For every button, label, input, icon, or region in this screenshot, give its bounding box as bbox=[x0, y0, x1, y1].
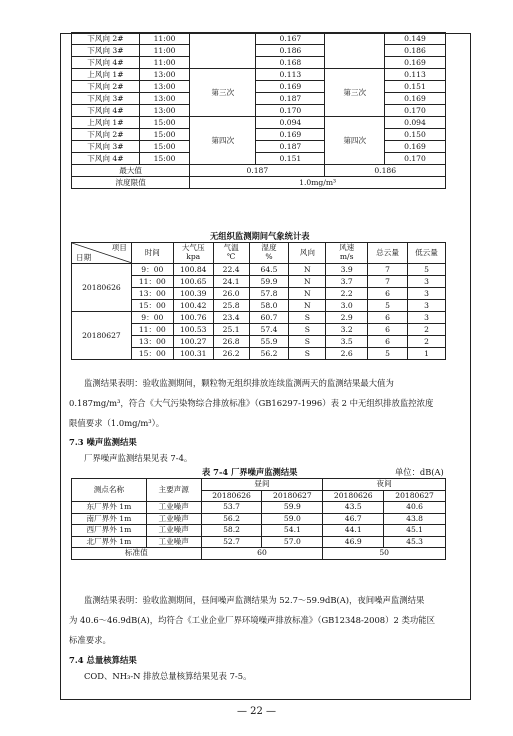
cell-point: 下风向 3# bbox=[72, 93, 140, 105]
cell-point: 下风向 3# bbox=[72, 45, 140, 57]
limit-label: 浓度限值 bbox=[72, 177, 190, 189]
cell-time: 11:00 bbox=[139, 57, 189, 69]
table-row bbox=[72, 264, 446, 276]
max-row bbox=[72, 165, 446, 177]
cell-s: 2.2 bbox=[326, 288, 368, 300]
cell-p: 100.76 bbox=[173, 312, 213, 324]
cell-s: 3.9 bbox=[326, 264, 368, 276]
table-row bbox=[72, 69, 446, 81]
cell-a: 52.7 bbox=[201, 536, 262, 548]
cell-time: 9：00 bbox=[131, 264, 173, 276]
cell-d: S bbox=[289, 312, 326, 324]
cell-value: 0.187 bbox=[256, 141, 325, 153]
cell-time: 13:00 bbox=[139, 81, 189, 93]
cell-p: 100.42 bbox=[173, 300, 213, 312]
cell-value: 0.151 bbox=[256, 153, 325, 165]
cell-h: 57.8 bbox=[249, 288, 289, 300]
cell-d: 43.8 bbox=[384, 513, 446, 525]
cell-t: 22.4 bbox=[213, 264, 249, 276]
table-row bbox=[72, 93, 446, 105]
standard-label: 标准值 bbox=[72, 548, 202, 560]
cell-round: 第三次 bbox=[325, 69, 385, 117]
cell-h: 55.9 bbox=[249, 336, 289, 348]
cell-t: 23.4 bbox=[213, 312, 249, 324]
cell-value: 0.094 bbox=[384, 117, 445, 129]
cell-p: 100.27 bbox=[173, 336, 213, 348]
cell-source: 工业噪声 bbox=[146, 513, 201, 525]
cell-s: 2.9 bbox=[326, 312, 368, 324]
paragraph-noise-result: 监测结果表明：验收监测期间，昼间噪声监测结果为 52.7～59.9dB(A)，夜间噪声监测结果 为 40.6～46.9dB(A)，均符合《工业企业厂界环境噪声排放标准》（GB12348-2008）2 类功能区 标准要求。 bbox=[69, 595, 435, 645]
cell-b: 59.9 bbox=[262, 502, 323, 514]
cell-round: 第四次 bbox=[325, 117, 385, 165]
header-night-date2: 20180627 bbox=[384, 490, 446, 502]
header-total-cloud: 总云量 bbox=[368, 243, 408, 264]
cell-d: 45.1 bbox=[384, 525, 446, 537]
cell-value: 0.167 bbox=[256, 33, 325, 45]
section-7-4-text: COD、NH₃-N 排放总量核算结果见表 7-5。 bbox=[84, 671, 252, 681]
cell-value: 0.094 bbox=[256, 117, 325, 129]
table-row bbox=[72, 45, 446, 57]
cell-source: 工业噪声 bbox=[146, 502, 201, 514]
cell-t: 26.8 bbox=[213, 336, 249, 348]
table-caption-noise: 表 7-4 厂界噪声监测结果 bbox=[202, 467, 298, 477]
cell-d: S bbox=[289, 336, 326, 348]
cell-h: 59.9 bbox=[249, 276, 289, 288]
cell-value: 0.113 bbox=[384, 69, 445, 81]
cell-value: 0.186 bbox=[384, 45, 445, 57]
cell-b: 57.0 bbox=[262, 536, 323, 548]
cell-c: 43.5 bbox=[323, 502, 384, 514]
cell-c: 46.7 bbox=[323, 513, 384, 525]
cell-time: 13：00 bbox=[131, 288, 173, 300]
cell-date: 20180626 bbox=[72, 264, 132, 312]
cell-t: 26.2 bbox=[213, 348, 249, 360]
weather-table bbox=[71, 242, 446, 360]
cell-value: 0.169 bbox=[384, 141, 445, 153]
cell-lc: 2 bbox=[407, 324, 445, 336]
cell-value: 0.149 bbox=[384, 33, 445, 45]
cell-value: 0.113 bbox=[256, 69, 325, 81]
cell-point: 下风向 4# bbox=[72, 153, 140, 165]
table-row bbox=[72, 129, 446, 141]
cell-time: 13：00 bbox=[131, 336, 173, 348]
header-source: 主要声源 bbox=[146, 479, 201, 502]
page-number: — 22 — bbox=[236, 706, 277, 717]
cell-value: 0.187 bbox=[256, 93, 325, 105]
cell-blank bbox=[190, 33, 256, 69]
cell-d: N bbox=[289, 300, 326, 312]
cell-p: 100.84 bbox=[173, 264, 213, 276]
standard-night: 50 bbox=[323, 548, 446, 560]
cell-t: 25.1 bbox=[213, 324, 249, 336]
header-temp: 气温 ℃ bbox=[213, 243, 249, 264]
limit-row bbox=[72, 177, 446, 189]
cell-lc: 3 bbox=[407, 288, 445, 300]
max-value-2: 0.186 bbox=[325, 165, 446, 177]
max-value-1: 0.187 bbox=[190, 165, 325, 177]
cell-a: 56.2 bbox=[201, 513, 262, 525]
cell-p: 100.53 bbox=[173, 324, 213, 336]
cell-source: 工业噪声 bbox=[146, 525, 201, 537]
table-row bbox=[72, 141, 446, 153]
cell-value: 0.169 bbox=[256, 129, 325, 141]
cell-value: 0.170 bbox=[256, 105, 325, 117]
cell-time: 15：00 bbox=[131, 300, 173, 312]
cell-point: 下风向 4# bbox=[72, 57, 140, 69]
table-row bbox=[72, 117, 446, 129]
table-row bbox=[72, 105, 446, 117]
cell-source: 工业噪声 bbox=[146, 536, 201, 548]
cell-s: 3.5 bbox=[326, 336, 368, 348]
table-row bbox=[72, 33, 446, 45]
cell-time: 11：00 bbox=[131, 276, 173, 288]
cell-point: 下风向 2# bbox=[72, 81, 140, 93]
cell-point: 西厂界外 1m bbox=[72, 525, 147, 537]
max-label: 最大值 bbox=[72, 165, 190, 177]
header-time: 时间 bbox=[131, 243, 173, 264]
cell-value: 0.169 bbox=[256, 81, 325, 93]
limit-value: 1.0mg/m³ bbox=[190, 177, 446, 189]
header-night-date1: 20180626 bbox=[323, 490, 384, 502]
cell-time: 15:00 bbox=[139, 129, 189, 141]
cell-tc: 5 bbox=[368, 300, 408, 312]
cell-tc: 6 bbox=[368, 312, 408, 324]
cell-s: 3.2 bbox=[326, 324, 368, 336]
cell-time: 13:00 bbox=[139, 69, 189, 81]
cell-lc: 2 bbox=[407, 336, 445, 348]
cell-value: 0.170 bbox=[384, 153, 445, 165]
cell-value: 0.169 bbox=[384, 93, 445, 105]
header-day: 昼间 bbox=[201, 479, 323, 491]
section-7-3-text: 厂界噪声监测结果见表 7-4。 bbox=[84, 453, 193, 463]
table-caption-weather: 无组织监测期间气象统计表 bbox=[210, 231, 310, 241]
cell-d: 40.6 bbox=[384, 502, 446, 514]
header-item: 项目 bbox=[111, 243, 127, 252]
cell-a: 53.7 bbox=[201, 502, 262, 514]
particulate-table bbox=[71, 32, 446, 189]
cell-d: 45.3 bbox=[384, 536, 446, 548]
header-day-date2: 20180627 bbox=[262, 490, 323, 502]
cell-a: 58.2 bbox=[201, 525, 262, 537]
header-date: 日期 bbox=[76, 253, 92, 263]
cell-h: 56.2 bbox=[249, 348, 289, 360]
cell-time: 11：00 bbox=[131, 324, 173, 336]
cell-value: 0.150 bbox=[384, 129, 445, 141]
cell-time: 9：00 bbox=[131, 312, 173, 324]
cell-p: 100.39 bbox=[173, 288, 213, 300]
cell-time: 15:00 bbox=[139, 117, 189, 129]
header-humidity: 湿度 % bbox=[249, 243, 289, 264]
header-pressure: 大气压 kpa bbox=[173, 243, 213, 264]
section-7-4-heading: 7.4 总量核算结果 bbox=[69, 655, 137, 665]
cell-t: 25.8 bbox=[213, 300, 249, 312]
cell-time: 15:00 bbox=[139, 141, 189, 153]
table-row bbox=[72, 81, 446, 93]
cell-c: 46.9 bbox=[323, 536, 384, 548]
cell-lc: 3 bbox=[407, 276, 445, 288]
cell-point: 上风向 1# bbox=[72, 117, 140, 129]
cell-point: 下风向 2# bbox=[72, 33, 140, 45]
cell-s: 2.6 bbox=[326, 348, 368, 360]
cell-h: 57.4 bbox=[249, 324, 289, 336]
cell-lc: 3 bbox=[407, 312, 445, 324]
cell-h: 64.5 bbox=[249, 264, 289, 276]
cell-d: S bbox=[289, 324, 326, 336]
cell-lc: 5 bbox=[407, 264, 445, 276]
cell-t: 26.0 bbox=[213, 288, 249, 300]
cell-tc: 6 bbox=[368, 288, 408, 300]
cell-lc: 1 bbox=[407, 348, 445, 360]
cell-h: 60.7 bbox=[249, 312, 289, 324]
cell-lc: 3 bbox=[407, 300, 445, 312]
table-row bbox=[72, 312, 446, 324]
table-row bbox=[72, 525, 446, 537]
header-low-cloud: 低云量 bbox=[407, 243, 445, 264]
cell-c: 44.1 bbox=[323, 525, 384, 537]
header-day-date1: 20180626 bbox=[201, 490, 262, 502]
table-row bbox=[72, 502, 446, 514]
header-point: 测点名称 bbox=[72, 479, 147, 502]
cell-point: 东厂界外 1m bbox=[72, 502, 147, 514]
cell-tc: 6 bbox=[368, 336, 408, 348]
standard-day: 60 bbox=[201, 548, 323, 560]
cell-date: 20180627 bbox=[72, 312, 132, 360]
header-diagonal-cell bbox=[72, 243, 132, 264]
header-wind-speed: 风速 m/s bbox=[326, 243, 368, 264]
cell-time: 11:00 bbox=[139, 45, 189, 57]
cell-value: 0.151 bbox=[384, 81, 445, 93]
cell-value: 0.170 bbox=[384, 105, 445, 117]
cell-point: 下风向 3# bbox=[72, 141, 140, 153]
cell-round: 第四次 bbox=[190, 117, 256, 165]
cell-b: 59.0 bbox=[262, 513, 323, 525]
cell-p: 100.65 bbox=[173, 276, 213, 288]
cell-point: 上风向 1# bbox=[72, 69, 140, 81]
cell-point: 下风向 4# bbox=[72, 105, 140, 117]
cell-value: 0.186 bbox=[256, 45, 325, 57]
cell-point: 北厂界外 1m bbox=[72, 536, 147, 548]
cell-blank bbox=[325, 33, 385, 69]
cell-value: 0.168 bbox=[256, 57, 325, 69]
cell-p: 100.31 bbox=[173, 348, 213, 360]
cell-d: N bbox=[289, 276, 326, 288]
cell-point: 下风向 2# bbox=[72, 129, 140, 141]
cell-tc: 7 bbox=[368, 264, 408, 276]
cell-time: 11:00 bbox=[139, 33, 189, 45]
cell-point: 南厂界外 1m bbox=[72, 513, 147, 525]
cell-b: 54.1 bbox=[262, 525, 323, 537]
cell-tc: 5 bbox=[368, 348, 408, 360]
cell-time: 15:00 bbox=[139, 153, 189, 165]
table-row bbox=[72, 57, 446, 69]
cell-tc: 7 bbox=[368, 276, 408, 288]
cell-time: 13:00 bbox=[139, 93, 189, 105]
cell-round: 第三次 bbox=[190, 69, 256, 117]
cell-d: N bbox=[289, 288, 326, 300]
paragraph-particulate-result: 监测结果表明：验收监测期间，颗粒物无组织排放连续监测两天的监测结果最大值为 0.187mg/m³，符合《大气污染物综合排放标准》（GB16297-1996）表 2 中无组织排放监控浓度 限值要求（1.0mg/m³）。 bbox=[69, 378, 434, 428]
header-night: 夜间 bbox=[323, 479, 446, 491]
cell-h: 58.0 bbox=[249, 300, 289, 312]
table-row bbox=[72, 536, 446, 548]
cell-s: 3.7 bbox=[326, 276, 368, 288]
cell-value: 0.169 bbox=[384, 57, 445, 69]
table-row bbox=[72, 513, 446, 525]
cell-d: S bbox=[289, 348, 326, 360]
cell-s: 3.0 bbox=[326, 300, 368, 312]
cell-time: 13:00 bbox=[139, 105, 189, 117]
noise-table bbox=[71, 478, 446, 560]
cell-tc: 6 bbox=[368, 324, 408, 336]
cell-d: N bbox=[289, 264, 326, 276]
cell-time: 15：00 bbox=[131, 348, 173, 360]
cell-t: 24.1 bbox=[213, 276, 249, 288]
header-wind-dir: 风向 bbox=[289, 243, 326, 264]
section-7-3-heading: 7.3 噪声监测结果 bbox=[69, 437, 137, 447]
table-unit-noise: 单位：dB(A) bbox=[395, 467, 444, 477]
table-row bbox=[72, 153, 446, 165]
